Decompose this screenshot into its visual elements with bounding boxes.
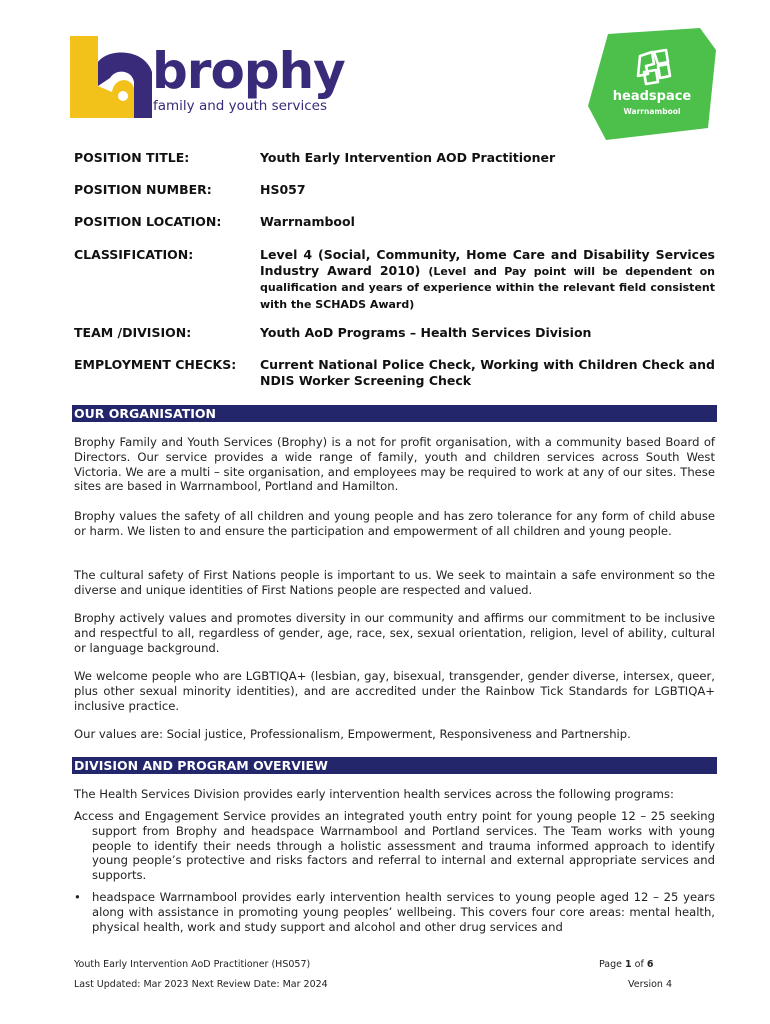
organisation-paragraph: Brophy Family and Youth Services (Brophy) is a not for profit organisation, with a community based Board of Directors. Our service provides a wide range of family, youth and children services across South West Victoria. We are a multi – site organisation, and employees may be required to work at any of our sites. These sites are based in Warrnambool, Portland and Hamilton. — [74, 435, 715, 494]
checks-value: Current National Police Check, Working with Children Check and NDIS Worker Screening Check — [260, 357, 715, 388]
team-label: TEAM /DIVISION: — [74, 325, 192, 340]
section-heading-division: DIVISION AND PROGRAM OVERVIEW — [72, 757, 717, 774]
footer-document-name: Youth Early Intervention AoD Practitioner (HS057) — [74, 959, 311, 970]
organisation-paragraph: Brophy values the safety of all children and young people and has zero tolerance for any form of child abuse or harm. We listen to and ensure the participation and empowerment of all children and young people. — [74, 509, 715, 538]
position-number-value: HS057 — [260, 182, 306, 197]
headspace-name: headspace — [612, 89, 692, 104]
team-value: Youth AoD Programs – Health Services Division — [260, 325, 592, 340]
position-location-label: POSITION LOCATION: — [74, 214, 222, 229]
organisation-values: Our values are: Social justice, Professionalism, Empowerment, Responsiveness and Partnership. — [74, 727, 631, 741]
page-current: 1 — [625, 959, 632, 970]
classification-value — [260, 247, 715, 312]
page-of: of — [631, 959, 647, 970]
checks-label: EMPLOYMENT CHECKS: — [74, 357, 237, 372]
logo-tagline: family and youth services — [153, 98, 327, 114]
page-prefix: Page — [599, 959, 626, 970]
classification-note: (Level and Pay point will be dependent on qualification and years of experience within the relevant field consistent with the SCHADS Award) — [260, 264, 715, 311]
classification-award: Level 4 (Social, Community, Home Care and Disability Services Industry Award 2010) — [260, 247, 715, 278]
organisation-paragraph: We welcome people who are LGBTIQA+ (lesbian, gay, bisexual, transgender, gender diverse, intersex, queer, plus other sexual minority identities), and are accredited under the Rainbow Tick Standards for LGBTIQA+ inclusive practice. — [74, 669, 715, 713]
position-title-value: Youth Early Intervention AOD Practitioner — [260, 150, 556, 165]
section-heading-organisation: OUR ORGANISATION — [72, 405, 717, 422]
footer-version: Version 4 — [628, 979, 672, 990]
bullet-icon: • — [74, 890, 81, 904]
classification-label: CLASSIFICATION: — [74, 247, 194, 262]
list-item-text: headspace Warrnambool provides early intervention health services to young people aged 12 – 25 years along with assistance in promoting young peoples’ wellbeing. This covers four core areas: mental health, physical health, work and study support and alcohol and other drug services and — [92, 890, 715, 934]
access-engagement-paragraph: Access and Engagement Service provides an integrated youth entry point for young people 12 – 25 seeking support from Brophy and headspace Warrnambool and Portland services. The Team works with young people to identify their needs through a holistic assessment and trauma informed approach to identify young people’s protective and risks factors and referral to internal and external appropriate services and supports. — [74, 809, 715, 883]
organisation-paragraph: Brophy actively values and promotes diversity in our community and affirms our commitment to be inclusive and respectful to all, regardless of gender, age, race, sex, sexual orientation, religion, level of ability, cultural or language background. — [74, 611, 715, 655]
footer-page-number — [599, 959, 653, 970]
footer-dates: Last Updated: Mar 2023 Next Review Date: Mar 2024 — [74, 979, 328, 990]
headspace-location: Warrnambool — [623, 107, 681, 116]
position-location-value: Warrnambool — [260, 214, 355, 229]
division-intro: The Health Services Division provides early intervention health services across the following programs: — [74, 787, 674, 801]
position-number-label: POSITION NUMBER: — [74, 182, 212, 197]
position-title-label: POSITION TITLE: — [74, 150, 190, 165]
logo-wordmark: brophy — [152, 42, 345, 100]
organisation-paragraph: The cultural safety of First Nations people is important to us. We seek to maintain a safe environment so the diverse and unique identities of First Nations people are respected and valued. — [74, 568, 715, 597]
headspace-badge-icon — [588, 28, 716, 140]
page-total: 6 — [646, 959, 654, 970]
